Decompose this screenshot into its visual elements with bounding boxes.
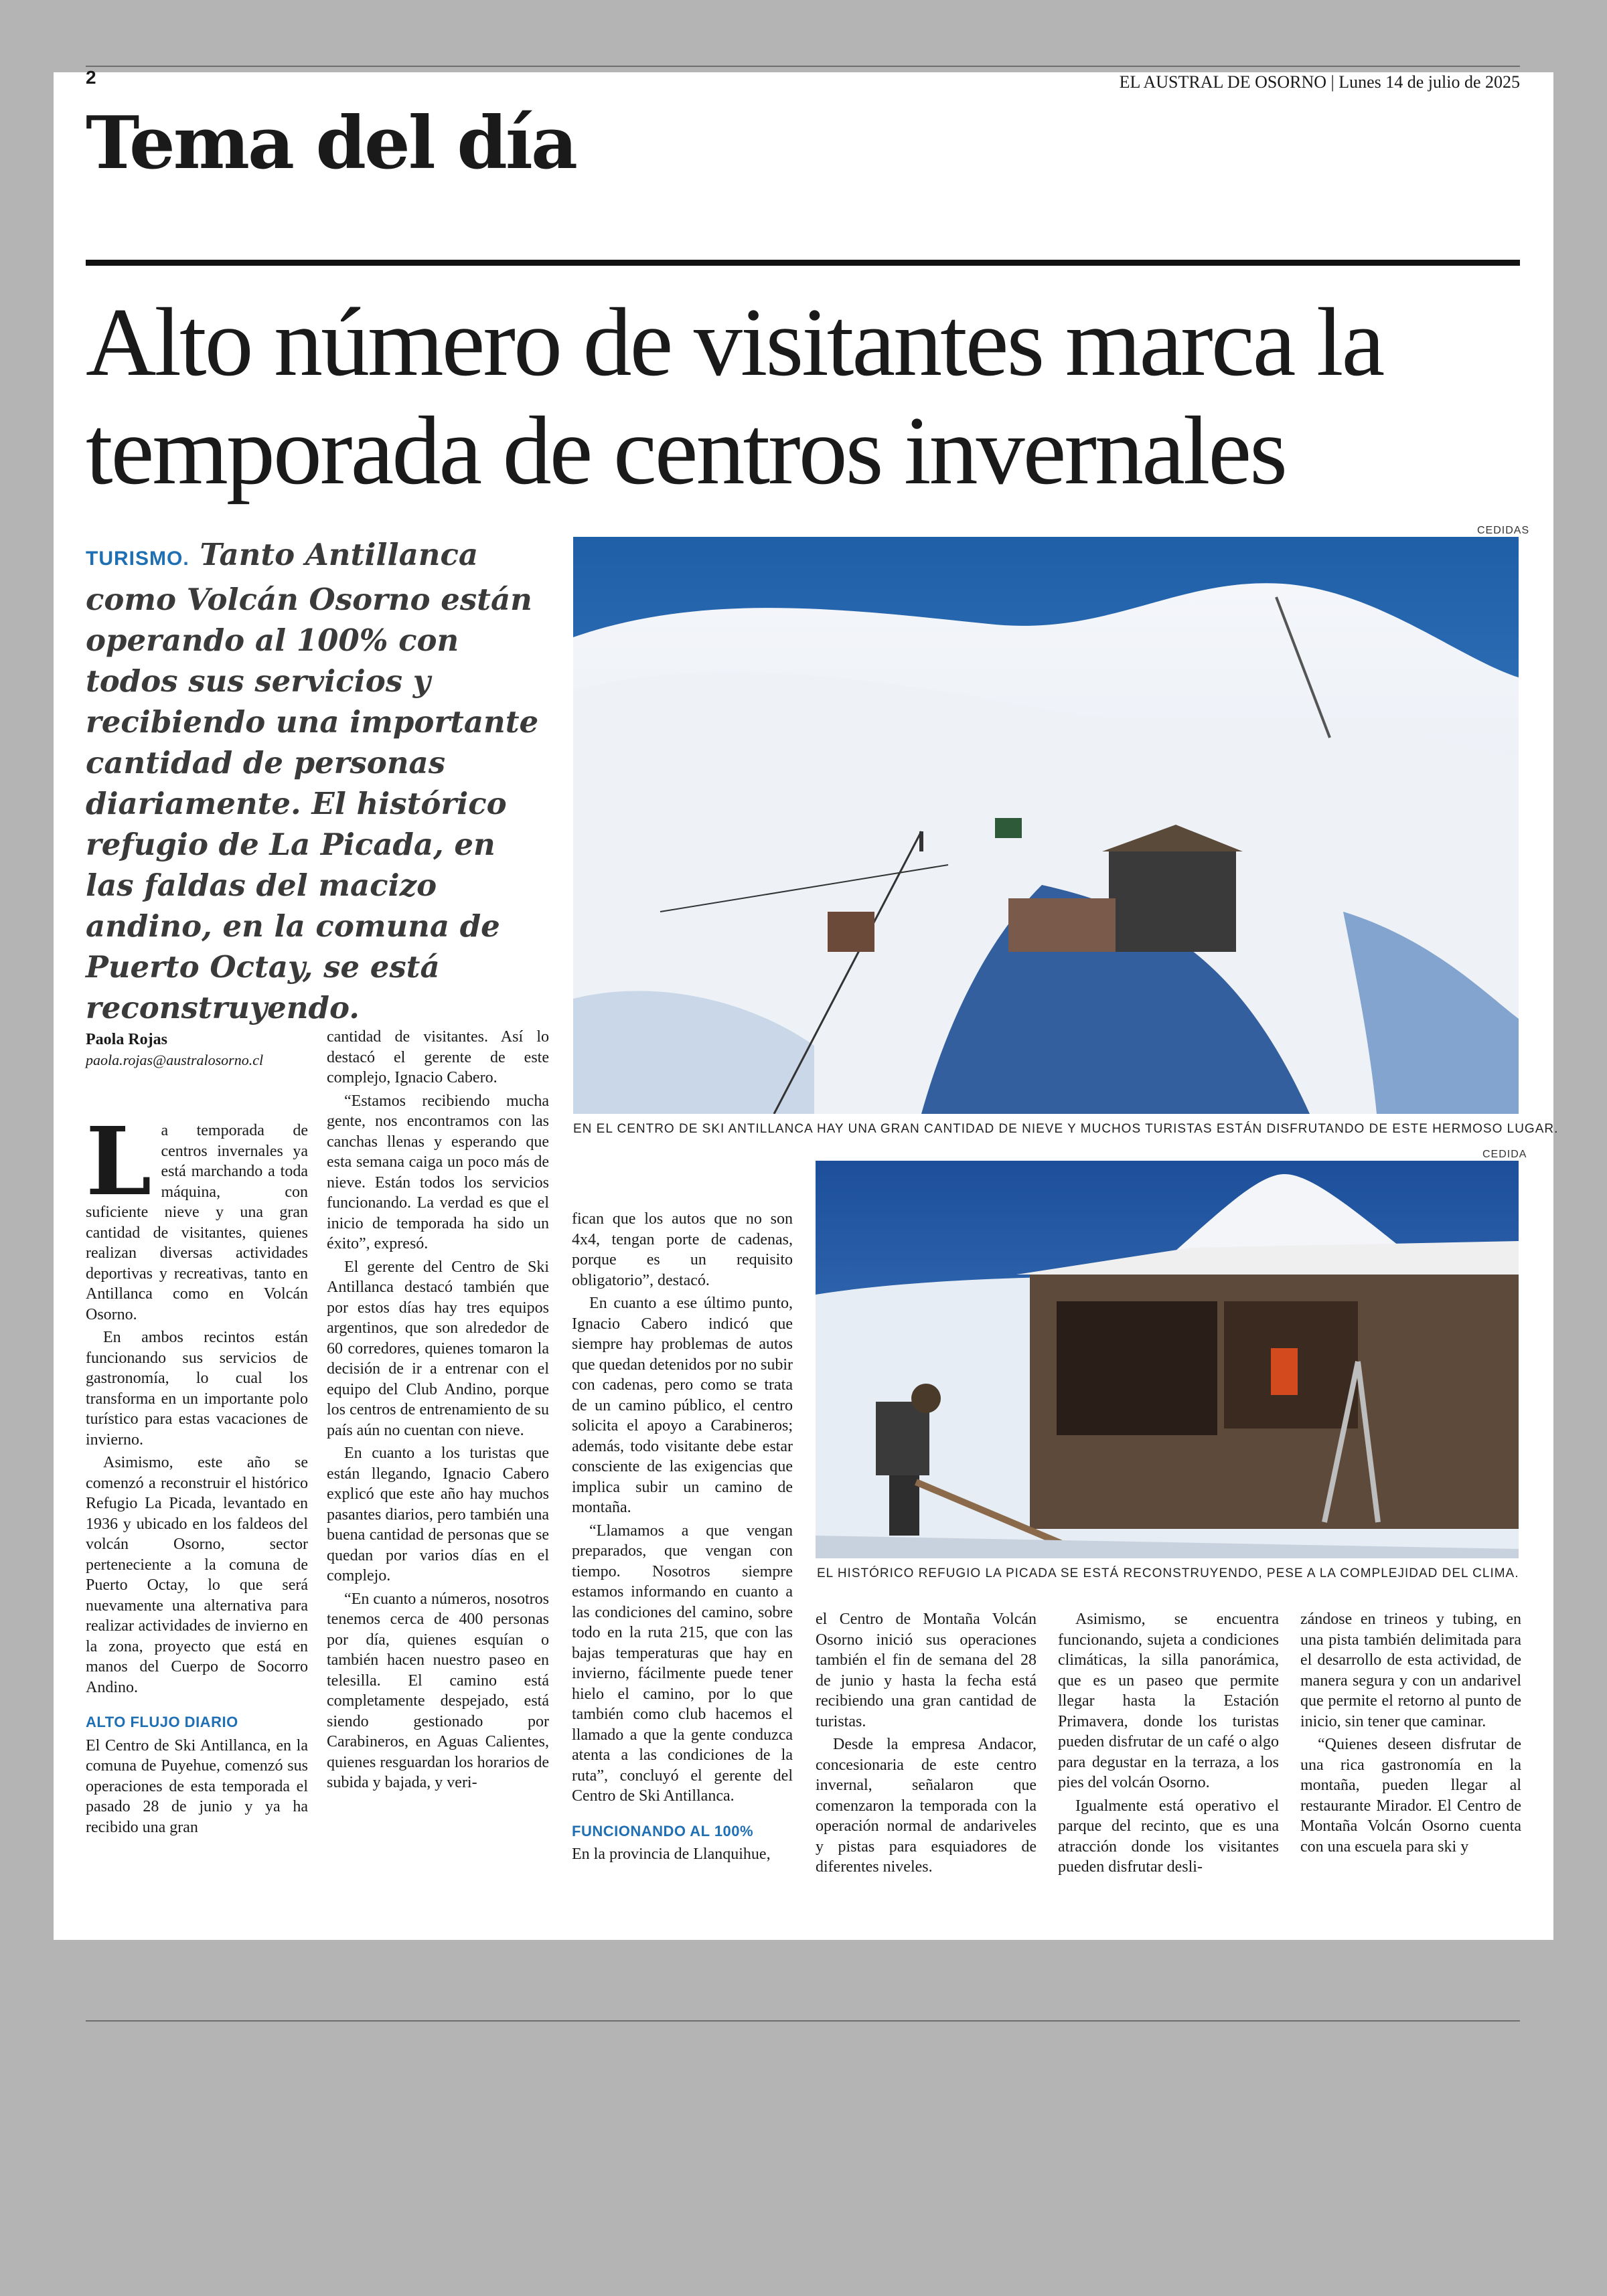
lead-kicker: TURISMO. — [86, 548, 189, 570]
subhead-funcionando: FUNCIONANDO AL 100% — [572, 1822, 754, 1839]
article-column-2 — [327, 1027, 549, 1796]
bottom-rule — [86, 2020, 1520, 2022]
photo1-credit: CEDIDAS — [1477, 525, 1530, 536]
col4-paragraph-2: Desde la empresa Andacor, concesionaria de este centro invernal, señalaron que comenzaron la temporada con la operación normal de andariveles y pistas para esquiadores de diferentes niveles. — [816, 1736, 1037, 1876]
lead-text: Tanto Antillanca como Volcán Osorno están operando al 100% con todos sus servicios y recibiendo una importante cantidad de personas diariamente. El histórico refugio de La Picada, en las faldas del macizo andino, en la comuna de Puerto Octay, se está reconstruyendo. — [86, 537, 539, 1026]
col2-paragraph-4: En cuanto a los turistas que están llegando, Ignacio Cabero explicó que este año hay muchos pasantes diarios, pero también una buena cantidad de personas que se quedan por varios días en el complejo. — [327, 1445, 549, 1584]
article-headline: Alto número de visitantes marca la temporada de centros invernales — [86, 288, 1383, 505]
col2-paragraph-5: “En cuanto a números, nosotros tenemos cerca de 400 personas por día, quienes esquían o también hacen nuestro paseo en telesilla. El camino está completamente despejado, está siendo gestionado por Carabineros, en Aguas Calientes, quienes resguardan los horarios de subida y bajada, y veri- — [327, 1590, 549, 1791]
byline — [86, 1031, 263, 1069]
col3-paragraph-2: En cuanto a ese último punto, Ignacio Cabero indicó que siempre hay problemas de autos que quedan detenidos por no subir con cadenas, pero como se trata de un camino público, el centro solicita el apoyo a Carabineros; además, todo visitante debe estar consciente de las exigencias que implica subir un camino de montaña. — [572, 1295, 793, 1516]
col2-paragraph-1: cantidad de visitantes. Así lo destacó el gerente de este complejo, Ignacio Cabero. — [327, 1028, 549, 1086]
col1-paragraph-1: a temporada de centros invernales ya está marchando a toda máquina, con suficiente nieve y una gran cantidad de visitantes, quienes realizan diversas actividades deportivas y recreativas, tanto en Antillanca como en Volcán Osorno. — [86, 1122, 308, 1323]
col6-paragraph-1: zándose en trineos y tubing, en una pista también delimitada para el desarrollo de esta actividad, de manera segura y con un andarivel que permite el retorno al punto de inicio, sin tener que caminar. — [1300, 1611, 1521, 1730]
photo-la-picada-refuge — [816, 1161, 1519, 1558]
dropcap: L — [86, 1107, 152, 1217]
col4-paragraph-1: el Centro de Montaña Volcán Osorno inició sus operaciones también el fin de semana del 28 de junio y hasta la fecha está recibiendo una gran cantidad de turistas. — [816, 1611, 1037, 1730]
article-column-4 — [816, 1609, 1037, 1880]
article-lead — [86, 534, 548, 1028]
photo2-credit: CEDIDA — [1482, 1149, 1527, 1160]
col5-paragraph-2: Igualmente está operativo el parque del recinto, que es una atracción donde los visitantes pueden disfrutar desli- — [1058, 1797, 1279, 1876]
section-divider — [86, 260, 1520, 266]
masthead: EL AUSTRAL DE OSORNO | Lunes 14 de julio de 2025 — [1119, 72, 1520, 92]
section-title: Tema del día — [86, 101, 576, 185]
author-name: Paola Rojas — [86, 1031, 167, 1048]
article-column-3 — [572, 1209, 793, 1868]
author-email[interactable]: paola.rojas@australosorno.cl — [86, 1052, 264, 1068]
col1-paragraph-4: El Centro de Ski Antillanca, en la comuna de Puyehue, comenzó sus operaciones de esta temporada el pasado 28 de junio y ya ha recibido una gran — [86, 1736, 308, 1836]
page-number: 2 — [86, 67, 96, 88]
article-column-5 — [1058, 1609, 1279, 1880]
col2-paragraph-2: “Estamos recibiendo mucha gente, nos encontramos con las canchas llenas y esperando que esta semana caiga un poco más de nieve. Están todos los servicios funcionando. La verdad es que el inicio de temporada ha sido un éxito”, expresó. — [327, 1092, 549, 1252]
photo2-caption: EL HISTÓRICO REFUGIO LA PICADA SE ESTÁ RECONSTRUYENDO, PESE A LA COMPLEJIDAD DEL CLIMA. — [817, 1566, 1519, 1580]
subhead-alto-flujo: ALTO FLUJO DIARIO — [86, 1714, 238, 1730]
article-column-1 — [86, 1107, 308, 1840]
article-column-6 — [1300, 1609, 1521, 1860]
col3-paragraph-4: En la provincia de Llanquihue, — [572, 1846, 771, 1863]
col3-paragraph-3: “Llamamos a que vengan preparados, que vengan con tiempo. Nosotros siempre estamos informando en cuanto a las condiciones del camino, sobre todo en la ruta 215, que con las bajas temperaturas que hay en invierno, fácilmente puede tener hielo el camino, por lo que también como club hacemos el llamado a que la gente conduzca atenta a las condiciones de la ruta”, concluyó el gerente del Centro de Ski Antillanca. — [572, 1522, 793, 1805]
col1-paragraph-3: Asimismo, este año se comenzó a reconstruir el histórico Refugio La Picada, levantado en 1936 y ubicado en los faldeos del volcán Osorno, sector perteneciente a la comuna de Puerto Octay, lo que será nuevamente una alternativa para realizar actividades de invierno en la zona, proyecto que está en manos del Cuerpo de Socorro Andino. — [86, 1454, 308, 1696]
photo-antillanca-ski-center — [573, 537, 1519, 1114]
top-rule — [86, 66, 1520, 67]
col2-paragraph-3: El gerente del Centro de Ski Antillanca destacó también que por estos días hay tres equipos argentinos, que son alrededor de 60 corredores, quienes tomaron la decisión de ir a entrenar con el equipo del Club Andino, porque los centros de entrenamiento de su país aún no cuentan con nieve. — [327, 1258, 549, 1439]
photo1-caption: EN EL CENTRO DE SKI ANTILLANCA HAY UNA GRAN CANTIDAD DE NIEVE Y MUCHOS TURISTAS ESTÁN DISFRUTANDO DE ESTE HERMOSO LUGAR. — [573, 1122, 1559, 1136]
col6-paragraph-2: “Quienes deseen disfrutar de una rica gastronomía en la montaña, pueden llegar al restaurante Mirador. El Centro de Montaña Volcán Osorno cuenta con una escuela para ski y — [1300, 1736, 1521, 1856]
col5-paragraph-1: Asimismo, se encuentra funcionando, sujeta a condiciones climáticas, la silla panorámica, que es un paseo que permite llegar hasta la Estación Primavera, donde los turistas pueden disfrutar de un café o algo para degustar en la terraza, a los pies del volcán Osorno. — [1058, 1611, 1279, 1791]
col1-paragraph-2: En ambos recintos están funcionando sus servicios de gastronomía, lo cual los transforma en un importante polo turístico para estas vacaciones de invierno. — [86, 1329, 308, 1449]
col3-paragraph-1: fican que los autos que no son 4x4, tengan porte de cadenas, porque es un requisito obligatorio”, destacó. — [572, 1210, 793, 1289]
